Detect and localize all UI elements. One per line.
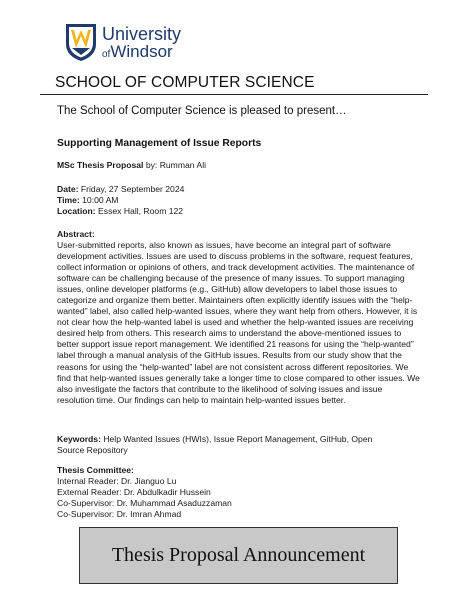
time-label: Time: <box>57 195 80 205</box>
intro-text: The School of Computer Science is pleased to present… <box>57 105 347 117</box>
abstract-label: Abstract: <box>57 229 95 239</box>
keywords-text: Help Wanted Issues (HWIs), Issue Report Management, GitHub, Open Source Repository <box>57 434 373 455</box>
location-line <box>57 206 183 217</box>
proposal-line <box>57 160 206 171</box>
heading-divider <box>40 94 428 95</box>
proposal-author: by: Rumman Ali <box>143 160 207 170</box>
date-value: Friday, 27 September 2024 <box>78 184 185 194</box>
abstract-text: User-submitted reports, also known as issues, have become an integral part of software development activities. Issues are used to discuss problems in the software, request features, collect information or opinions of others, and track development activities. The maintenance of software can be challenging because of the presence of many issues. To support managing issues, online developer platforms (e.g., GitHub) allow developers to label those issues to categorize and organize them better. Maintainers often explicitly identify issues with the “help-wanted” label, also called help-wanted issues, where they want help from others. However, it is not clear how the help-wanted label is used and whether the help-wanted issues are receiving desired help from others. This research aims to understand the above-mentioned issues to better support issue report management. We identified 21 reasons for using the “help-wanted” label through a manual analysis of the GitHub issues. Results from our study show that the reasons for using the “help-wanted” label are not consistent across different repositories. We find that help-wanted issues generally take a longer time to close compared to other issues. We also investigate the factors that contribute to the likelihood of solving issues and issue resolution time. Our findings can help to maintain help-wanted issues better. <box>57 240 420 405</box>
school-heading: SCHOOL OF COMPUTER SCIENCE <box>55 74 315 91</box>
announcement-banner: Thesis Proposal Announcement <box>79 527 398 584</box>
date-line <box>57 184 184 195</box>
committee-member: Co-Supervisor: Dr. Muhammad Asaduzzaman <box>57 498 232 508</box>
time-value: 10:00 AM <box>79 195 119 205</box>
time-line <box>57 195 118 206</box>
committee-member: Internal Reader: Dr. Jianguo Lu <box>57 476 177 486</box>
committee-member: Co-Supervisor: Dr. Imran Ahmad <box>57 509 182 519</box>
logo-university-text: University <box>102 24 182 44</box>
shield-crest-icon <box>64 22 98 62</box>
location-value: Essex Hall, Room 122 <box>95 206 184 216</box>
date-label: Date: <box>57 184 79 194</box>
logo-windsor-word: Windsor <box>110 42 173 61</box>
logo-of-text: of <box>102 49 111 60</box>
committee-heading: Thesis Committee: <box>57 465 134 475</box>
university-logo <box>64 22 194 62</box>
thesis-title: Supporting Management of Issue Reports <box>57 138 262 149</box>
keywords-block <box>57 434 387 456</box>
logo-windsor-text <box>102 43 173 64</box>
committee-member: External Reader: Dr. Abdulkadir Hussein <box>57 487 211 497</box>
proposal-label: MSc Thesis Proposal <box>57 160 144 170</box>
keywords-label: Keywords: <box>57 434 101 444</box>
location-label: Location: <box>57 206 96 216</box>
